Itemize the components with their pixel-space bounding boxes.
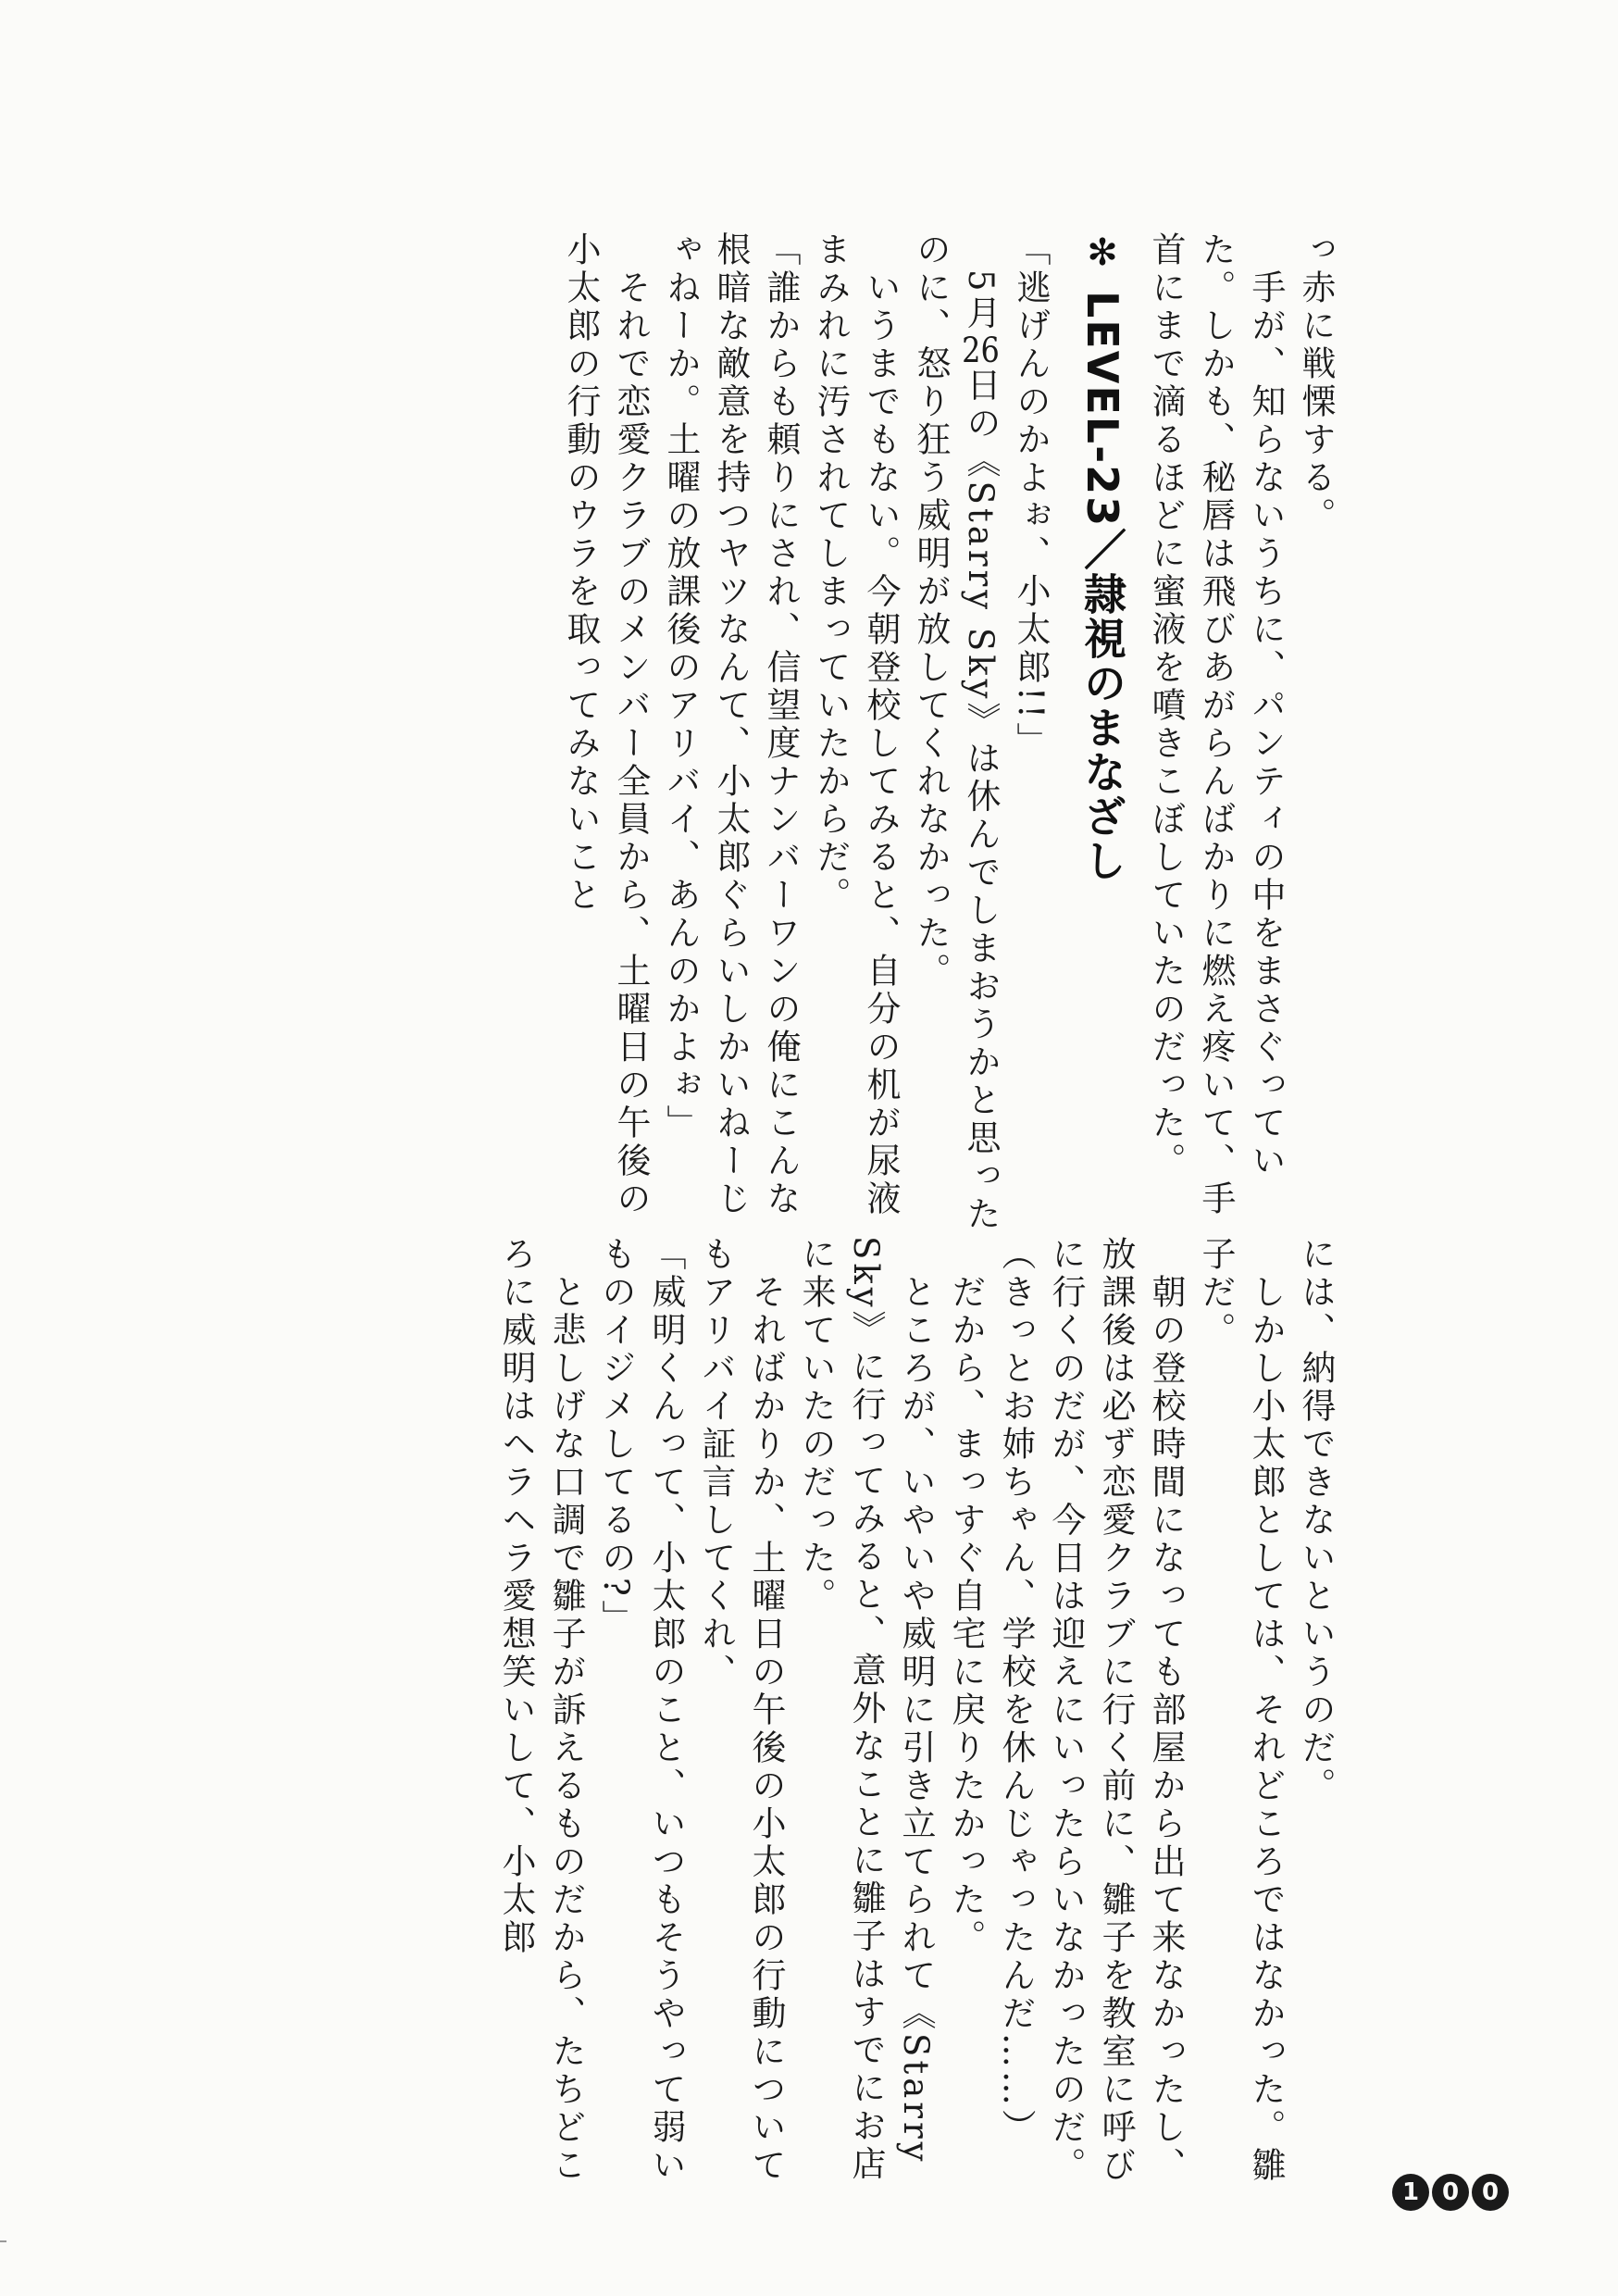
paragraph: 「誰からも頼りにされ、信望度ナンバーワンの俺にこんな根暗な敵意を持つヤツなんて、小太郎ぐらいしかいねーじゃねーか。土曜の放課後のアリバイ、あんのかよぉ」 xyxy=(661,231,801,1218)
paragraph: 朝の登校時間になっても部屋から出て来なかったし、放課後は必ず恋愛クラブに行く前に、雛子を教室に呼びに行くのだが、今日は迎えにいったらいなかったのだ。 xyxy=(1046,1236,1186,2185)
paragraph: （きっとお姉ちゃん、学校を休んじゃったんだ……） xyxy=(996,1236,1036,2147)
bottom-text-block xyxy=(491,1236,1340,2199)
paragraph: そればかりか、土曜日の午後の小太郎の行動についてもアリバイ証言してくれ、 xyxy=(696,1236,786,2185)
top-text-block xyxy=(555,231,1340,1236)
chapter-heading xyxy=(1077,231,1127,1236)
page-number-digit: 1 xyxy=(1392,2174,1429,2211)
paragraph: だから、まっすぐ自宅に戻りたかった。 xyxy=(946,1236,986,1957)
paragraph: 「逃げんのかよぉ、小太郎!!」 xyxy=(1011,231,1051,760)
paragraph: っ赤に戦慄する。 xyxy=(1296,231,1336,535)
paragraph: ところが、いやいや威明に引き立てられて《Starry Sky》に行ってみると、意外なことに雛子はすでにお店に来ていたのだった。 xyxy=(796,1236,936,2184)
paragraph: それで恋愛クラブのメンバー全員から、土曜日の午後の小太郎の行動のウラを取ってみないこと xyxy=(561,231,651,1218)
edge-tick xyxy=(0,2240,6,2242)
page-number-digit: 0 xyxy=(1432,2174,1469,2211)
page-number-digit: 0 xyxy=(1472,2174,1509,2211)
chapter-heading-text: LEVEL-23／隷視のまなざし xyxy=(1077,291,1127,884)
paragraph: 5月26日の《Starry Sky》は休んでしまおうかと思ったのに、怒り狂う威明が放してくれなかった。 xyxy=(911,231,1001,1234)
page-number xyxy=(1392,2174,1509,2211)
asterisk-icon: ✻ xyxy=(1081,231,1124,276)
paragraph: と悲しげな口調で雛子が訴えるものだから、たちどころに威明はヘラヘラ愛想笑いして、小太郎 xyxy=(496,1236,586,2185)
paragraph: 手が、知らないうちに、パンティの中をまさぐっていた。しかも、秘唇は飛びあがらんばかりに燃え疼いて、手首にまで滴るほどに蜜液を噴きこぼしていたのだった。 xyxy=(1146,231,1286,1218)
paragraph: いうまでもない。今朝登校してみると、自分の机が尿液まみれに汚されてしまっていたからだ。 xyxy=(811,231,901,1218)
paragraph: 「威明くんって、小太郎のこと、いつもそうやって弱いものイジメしてるの?」 xyxy=(596,1236,686,2185)
paragraph: しかし小太郎としては、それどころではなかった。雛子だ。 xyxy=(1196,1236,1286,2185)
paragraph: には、納得できないというのだ。 xyxy=(1296,1236,1336,1805)
